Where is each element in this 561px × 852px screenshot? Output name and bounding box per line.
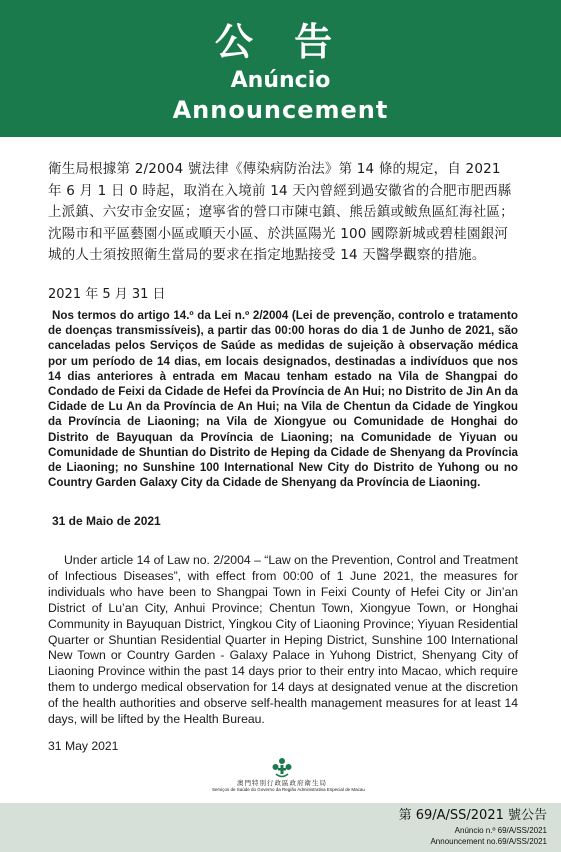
health-bureau-emblem-icon: [271, 757, 293, 779]
logo-text-chinese: 澳門特別行政區政府衛生局: [237, 779, 327, 787]
english-paragraph: Under article 14 of Law no. 2/2004 – “Law on the Prevention, Control and Treatment of Infectious Diseases”, with effect from 00:00 of 1 June 2021, the measures for individuals who have been to Shangpai Town in Feixi County of Hefei City or Jin’an District of Lu’an City, Anhui Province; Chentun Town, Xiongyue Town, or Honghai Community in Bayuquan District, Yingkou City of Liaoning Province; Yiyuan Residential Quarter or Shuntian Residential Quarter in Heping District, Sunshine 100 International New Town or Country Garden - Galaxy Palace in Yuhong District, Shenyang City of Liaoning Province within the past 14 days prior to their entry into Macao, which require them to undergo medical observation for 14 days at designated venue at the discretion of the health authorities and observe self-health management measures for at least 14 days, will be lifted by the Health Bureau.: [48, 553, 518, 727]
portuguese-paragraph: Nos termos do artigo 14.º da Lei n.º 2/2004 (Lei de prevenção, controlo e tratamento de doenças transmissíveis), a partir das 00:00 horas do dia 1 de Junho de 2021, são canceladas pelos Serviços de Saúde as medidas de sujeição à observação médica por um período de 14 dias, em locais designados, destinadas a indivíduos que nos 14 dias anteriores à entrada em Macau tenham estado na Vila de Shangpai do Condado de Feixi da Cidade de Hefei da Província de An Hui; no Distrito de Jin An da Cidade de Lu An da Província de An Hui; na Vila de Chentun da Cidade de Yingkou da Província de Liaoning; na Vila de Xiongyue ou Comunidade de Honghai do Distrito de Bayuquan da Província de Liaoning; na Comunidade de Yiyuan ou Comunidade de Shuntian do Distrito de Heping da Cidade de Shenyang da Província de Liaoning; no Sunshine 100 International New City do Distrito de Yuhong ou no Country Garden Galaxy City da Cidade de Shenyang da Província de Liaoning.: [48, 309, 518, 490]
title-portuguese: Anúncio: [230, 68, 331, 93]
header-banner: [0, 0, 561, 137]
portuguese-date: 31 de Maio de 2021: [52, 514, 161, 528]
reference-english: Announcement no.69/A/SS/2021: [430, 837, 547, 846]
reference-portuguese: Anúncio n.º 69/A/SS/2021: [454, 826, 547, 835]
chinese-paragraph: 衛生局根據第 2/2004 號法律《傳染病防治法》第 14 條的規定，自 2021 年 6 月 1 日 0 時起，取消在入境前 14 天內曾經到過安徽省的合肥市肥西縣上派鎮、六安市金安區；遼寧省的營口市陳屯鎮、熊岳鎮或鲅魚區紅海社區；沈陽市和平區藝園小區或順天小區、於洪區陽光 100 國際新城或碧桂園銀河城的人士須按照衛生當局的要求在指定地點接受 14 天醫學觀察的措施。: [48, 161, 514, 263]
health-bureau-logo: [212, 757, 365, 801]
logo-text-portuguese: Serviços de Saúde do Governo da Região Administrativa Especial de Macau: [212, 787, 365, 792]
reference-chinese: 第 69/A/SS/2021 號公告: [398, 808, 547, 823]
chinese-date: 2021 年 5 月 31 日: [48, 287, 166, 302]
title-chinese: 公 告: [214, 20, 347, 64]
title-english: Announcement: [172, 96, 389, 124]
english-date: 31 May 2021: [48, 739, 119, 753]
footer-bar: [0, 803, 561, 852]
